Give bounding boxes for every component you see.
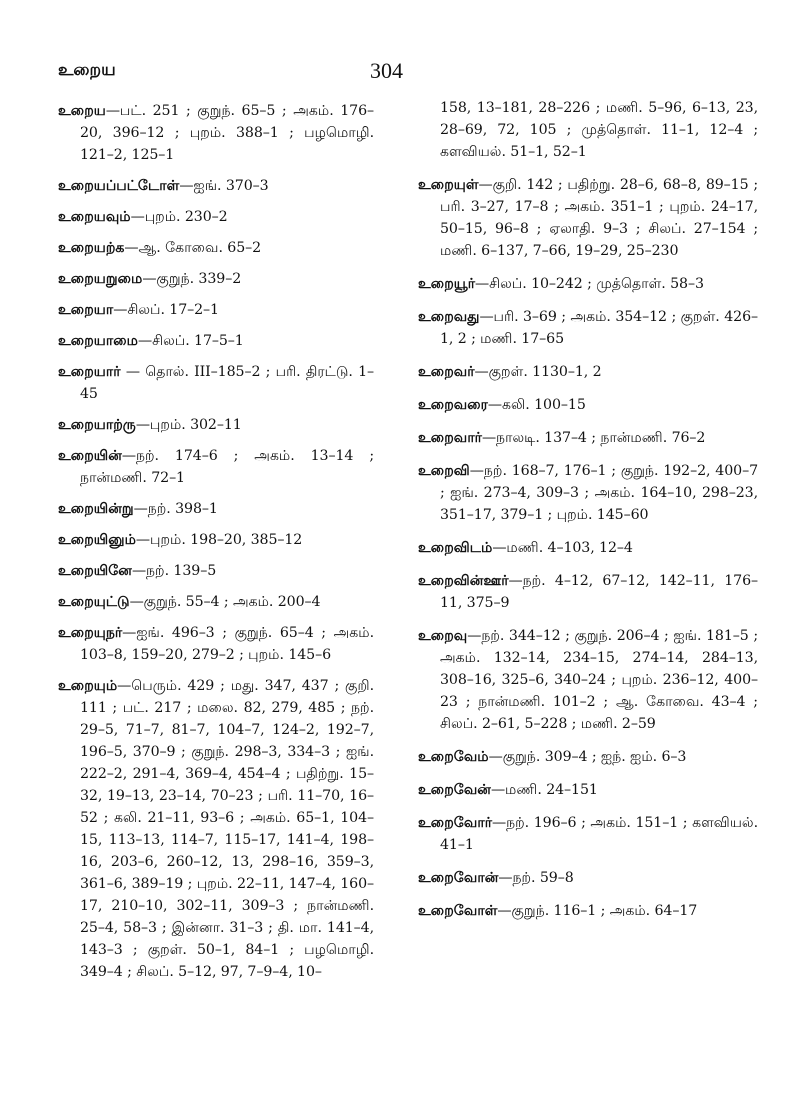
entry-refs: —சிலப். 10–242 ; முத்தொள். 58–3 bbox=[475, 276, 704, 292]
entry-refs: —பரி. 3–69 ; அகம். 354–12 ; குறள். 426–1, 2 ; மணி. 17–65 bbox=[440, 309, 758, 347]
headword: உறையினும் bbox=[58, 532, 136, 548]
entry-refs: —பெரும். 429 ; மது. 347, 437 ; குறி. 111 ; பட். 217 ; மலை. 82, 279, 485 ; நற். 29–5, 71–7, 81–7, 104–7, 124–2, 192–7, 196–5, 370–9 ; குறுந். 298–3, 334–3 ; ஐங். 222–2, 291–4, 369–4, 454–4 ; பதிற்று. 15–32, 19–13, 23–14, 70–23 ; பரி. 11–70, 16–52 ; கலி. 21–11, 93–6 ; அகம். 65–1, 104–15, 113–13, 114–7, 115–17, 141–4, 198–16, 203–6, 260–12, 13, 298–16, 359–3, 361–6, 389–19 ; புறம். 22–11, 147–4, 160–17, 210–10, 302–11, 309–3 ; நான்மணி. 25–4, 58–3 ; இன்னா. 31–3 ; தி. மா. 141–4, 143–3 ; குறள். 50–1, 84–1 ; பழமொழி. 349–4 ; சிலப். 5–12, 97, 7–9–4, 10– bbox=[80, 678, 374, 980]
headword: உறையூர் bbox=[418, 276, 476, 292]
index-entry bbox=[418, 867, 758, 889]
headword: உறைவார் bbox=[418, 430, 482, 446]
headword: உறையுநர் bbox=[58, 625, 123, 641]
entry-refs: —குறள். 1130–1, 2 bbox=[474, 364, 602, 380]
headword: உறையார் bbox=[58, 364, 121, 380]
entry-refs: —சிலப். 17–2–1 bbox=[113, 302, 219, 318]
index-entry bbox=[418, 174, 758, 262]
entry-refs: —மணி. 4–103, 12–4 bbox=[492, 540, 633, 556]
index-entry bbox=[418, 812, 758, 856]
index-entry bbox=[58, 299, 374, 321]
entry-refs: —புறம். 198–20, 385–12 bbox=[135, 532, 303, 548]
headword: உறைவோன் bbox=[418, 870, 499, 886]
headword: உறையவும் bbox=[58, 209, 131, 225]
index-entry bbox=[58, 675, 374, 983]
headword: உறைய bbox=[58, 103, 106, 119]
headword: உறைவர் bbox=[418, 364, 475, 380]
index-entry bbox=[58, 529, 374, 551]
index-entry bbox=[418, 779, 758, 801]
headword: உறையாற்ரு bbox=[58, 417, 136, 433]
headword: உறைவோர் bbox=[418, 815, 493, 831]
entry-refs: —நற். 168–7, 176–1 ; குறுந். 192–2, 400–7 ; ஐங். 273–4, 309–3 ; அகம். 164–10, 298–23, 351–17, 379–1 ; புறம். 145–60 bbox=[440, 463, 758, 523]
headword: உறையாமை bbox=[58, 333, 138, 349]
right-column bbox=[418, 97, 758, 933]
entry-refs: —கலி. 100–15 bbox=[487, 397, 586, 413]
index-entry bbox=[58, 591, 374, 613]
entry-refs: —நற். 174–6 ; அகம். 13–14 ; நான்மணி. 72–1 bbox=[80, 448, 374, 486]
headword: உறையப்பட்டோள் bbox=[58, 178, 180, 194]
running-head: உறைய bbox=[58, 60, 116, 80]
index-entry bbox=[418, 361, 758, 383]
headword: உறையற்க bbox=[58, 240, 125, 256]
headword: உறைவேன் bbox=[418, 782, 491, 798]
entry-refs: —குறுந். 116–1 ; அகம். 64–17 bbox=[497, 903, 698, 919]
index-entry bbox=[58, 361, 374, 405]
index-entry bbox=[418, 900, 758, 922]
headword: உறையின் bbox=[58, 448, 122, 464]
entry-refs: —பட். 251 ; குறுந். 65–5 ; அகம். 176–20, 396–12 ; புறம். 388–1 ; பழமொழி. 121–2, 125–1 bbox=[80, 103, 374, 163]
entry-refs: —நற். 398–1 bbox=[133, 501, 218, 517]
index-entry bbox=[58, 100, 374, 166]
headword: உறையும் bbox=[58, 678, 118, 694]
entry-refs: — தொல். III–185–2 ; பரி. திரட்டு. 1–45 bbox=[80, 364, 374, 402]
entry-refs: —நற். 344–12 ; குறுந். 206–4 ; ஐங். 181–5 ; அகம். 132–14, 234–15, 274–14, 284–13, 308–16, 325–6, 340–24 ; புறம். 236–12, 400–23 ; நான்மணி. 101–2 ; ஆ. கோவை. 43–4 ; சிலப். 2–61, 5–228 ; மணி. 2–59 bbox=[440, 628, 758, 732]
headword: உறைவு bbox=[418, 628, 468, 644]
page-number: 304 bbox=[370, 58, 403, 83]
index-entry bbox=[58, 175, 374, 197]
index-entry bbox=[418, 460, 758, 526]
headword: உறையா bbox=[58, 302, 114, 318]
entry-refs: —புறம். 302–11 bbox=[135, 417, 242, 433]
entry-refs: —சிலப். 17–5–1 bbox=[137, 333, 244, 349]
index-entry bbox=[58, 414, 374, 436]
entry-refs: —ஆ. கோவை. 65–2 bbox=[124, 240, 262, 256]
index-entry bbox=[418, 625, 758, 735]
index-entry bbox=[58, 237, 374, 259]
index-entry bbox=[58, 498, 374, 520]
entry-refs: —குறுந். 339–2 bbox=[142, 271, 242, 287]
entry-refs: —நற். 196–6 ; அகம். 151–1 ; களவியல். 41–1 bbox=[440, 815, 758, 853]
index-entry bbox=[58, 445, 374, 489]
entry-refs: —ஐங். 370–3 bbox=[179, 178, 269, 194]
index-entry bbox=[418, 394, 758, 416]
headword: உறைவரை bbox=[418, 397, 488, 413]
entry-refs: —குறுந். 309–4 ; ஐந். ஐம். 6–3 bbox=[488, 749, 687, 765]
entry-refs: —நற். 4–12, 67–12, 142–11, 176–11, 375–9 bbox=[440, 573, 758, 611]
headword: உறையறுமை bbox=[58, 271, 143, 287]
left-column bbox=[58, 100, 374, 992]
entry-refs: —நாலடி. 137–4 ; நான்மணி. 76–2 bbox=[481, 430, 706, 446]
index-entry bbox=[418, 306, 758, 350]
index-entry bbox=[418, 746, 758, 768]
entry-refs: —குறுந். 55–4 ; அகம். 200–4 bbox=[129, 594, 321, 610]
index-entry bbox=[58, 622, 374, 666]
entry-refs: —ஐங். 496–3 ; குறுந். 65–4 ; அகம். 103–8, 159–20, 279–2 ; புறம். 145–6 bbox=[80, 625, 374, 663]
headword: உறைவோள் bbox=[418, 903, 498, 919]
headword: உறையுள் bbox=[418, 177, 479, 193]
entry-refs: —மணி. 24–151 bbox=[490, 782, 598, 798]
headword: உறையினே bbox=[58, 563, 132, 579]
headword: உறைவி bbox=[418, 463, 470, 479]
index-entry bbox=[58, 560, 374, 582]
headword: உறைவேம் bbox=[418, 749, 489, 765]
entry-refs: —நற். 59–8 bbox=[498, 870, 574, 886]
index-entry bbox=[58, 206, 374, 228]
entry-refs: —புறம். 230–2 bbox=[130, 209, 228, 225]
headword: உறைவிடம் bbox=[418, 540, 493, 556]
headword: உறைவது bbox=[418, 309, 480, 325]
entry-continuation: 158, 13–181, 28–226 ; மணி. 5–96, 6–13, 23, 28–69, 72, 105 ; முத்தொள். 11–1, 12–4 ; களவியல். 51–1, 52–1 bbox=[440, 100, 758, 160]
index-entry bbox=[58, 268, 374, 290]
index-entry bbox=[418, 427, 758, 449]
entry-refs: —குறி. 142 ; பதிற்று. 28–6, 68–8, 89–15 ; பரி. 3–27, 17–8 ; அகம். 351–1 ; புறம். 24–17, 50–15, 96–8 ; ஏலாதி. 9–3 ; சிலப். 27–154 ; மணி. 6–137, 7–66, 19–29, 25–230 bbox=[440, 177, 758, 259]
headword: உறையுட்டு bbox=[58, 594, 130, 610]
index-entry bbox=[418, 537, 758, 559]
index-entry bbox=[418, 570, 758, 614]
headword: உறையின்று bbox=[58, 501, 134, 517]
index-entry bbox=[58, 330, 374, 352]
headword: உறைவின்ஊர் bbox=[418, 573, 509, 589]
entry-refs: —நற். 139–5 bbox=[131, 563, 217, 579]
index-entry bbox=[418, 273, 758, 295]
